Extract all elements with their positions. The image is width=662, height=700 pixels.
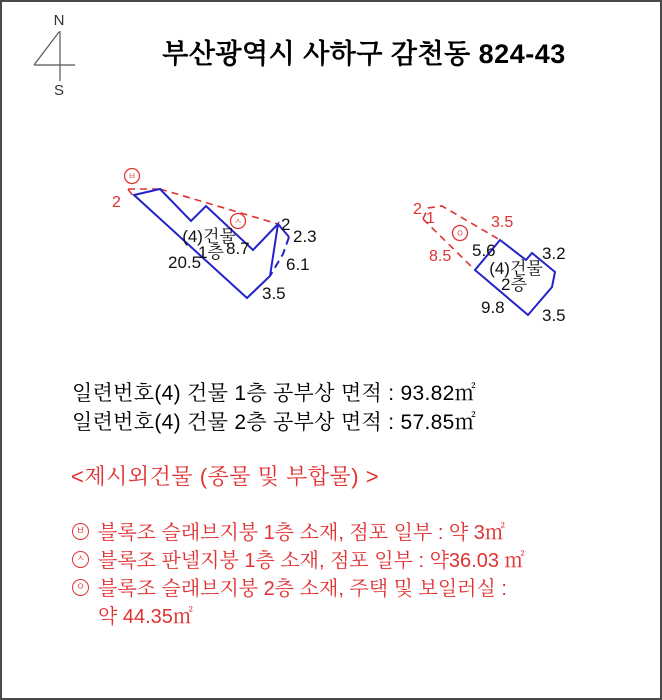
right-dim-red-1: 1 xyxy=(426,210,435,227)
annex-item-list xyxy=(72,519,525,631)
marker-char-b: ㅂ xyxy=(127,171,137,182)
left-dim-red-2: 2 xyxy=(112,194,121,211)
annex-section-heading: <제시외건물 (종물 및 부합물) > xyxy=(71,464,380,489)
compass-north-label: N xyxy=(53,12,65,29)
left-dim-3-5: 3.5 xyxy=(262,284,286,303)
annex-item xyxy=(72,547,525,575)
annex-item-continuation: 약 44.35㎡ xyxy=(98,606,193,628)
right-dim-3-5: 3.5 xyxy=(542,306,566,325)
annex-item xyxy=(72,575,525,603)
area-line-floor1: 일련번호(4) 건물 1층 공부상 면적 : 93.82㎡ xyxy=(72,382,476,405)
left-building-name: (4)건물 xyxy=(182,227,236,246)
right-building-floor: 2층 xyxy=(501,275,527,294)
area-line-floor2: 일련번호(4) 건물 2층 공부상 면적 : 57.85㎡ xyxy=(72,411,476,434)
left-annex-red-edge-short xyxy=(128,189,133,196)
left-dim-8-7: 8.7 xyxy=(226,239,250,258)
left-building-floor: 1층 xyxy=(198,243,224,262)
right-dim-3-2: 3.2 xyxy=(542,244,566,263)
page-title: 부산광역시 사하구 감천동 824-43 xyxy=(162,39,566,69)
right-dim-red-8-5: 8.5 xyxy=(429,248,452,265)
compass-rose xyxy=(34,12,75,99)
right-dim-red-3-5: 3.5 xyxy=(491,214,514,231)
right-building-diagram xyxy=(413,201,566,325)
compass-diagonal-line xyxy=(34,32,59,65)
annex-item-text: 블록조 슬래브지붕 1층 소재, 점포 일부 : 약 3㎡ xyxy=(98,522,505,544)
circled-s-icon: ㅅ xyxy=(72,551,89,568)
compass-south-label: S xyxy=(53,82,65,99)
right-building-name: (4)건물 xyxy=(489,259,543,278)
annex-item xyxy=(72,519,525,547)
annex-item-text: 블록조 판넬지붕 1층 소재, 점포 일부 : 약36.03 ㎡ xyxy=(98,550,525,572)
circled-b-icon: ㅂ xyxy=(72,523,89,540)
left-dim-6-1: 6.1 xyxy=(286,255,310,274)
right-dim-9-8: 9.8 xyxy=(481,298,505,317)
circled-o-icon: ㅇ xyxy=(72,579,89,596)
left-dim-2-3: 2.3 xyxy=(293,227,317,246)
right-dim-5-6: 5.6 xyxy=(472,241,496,260)
right-dim-red-2: 2 xyxy=(413,201,422,218)
marker-char-s: ㅅ xyxy=(233,216,243,227)
marker-char-o: ㅇ xyxy=(455,228,465,239)
left-dim-20-5: 20.5 xyxy=(168,253,202,272)
left-dim-2: 2 xyxy=(281,215,291,234)
left-building-diagram xyxy=(112,169,317,304)
annex-item-text: 블록조 슬래브지붕 2층 소재, 주택 및 보일러실 : xyxy=(98,578,507,600)
area-info-block xyxy=(72,379,476,437)
